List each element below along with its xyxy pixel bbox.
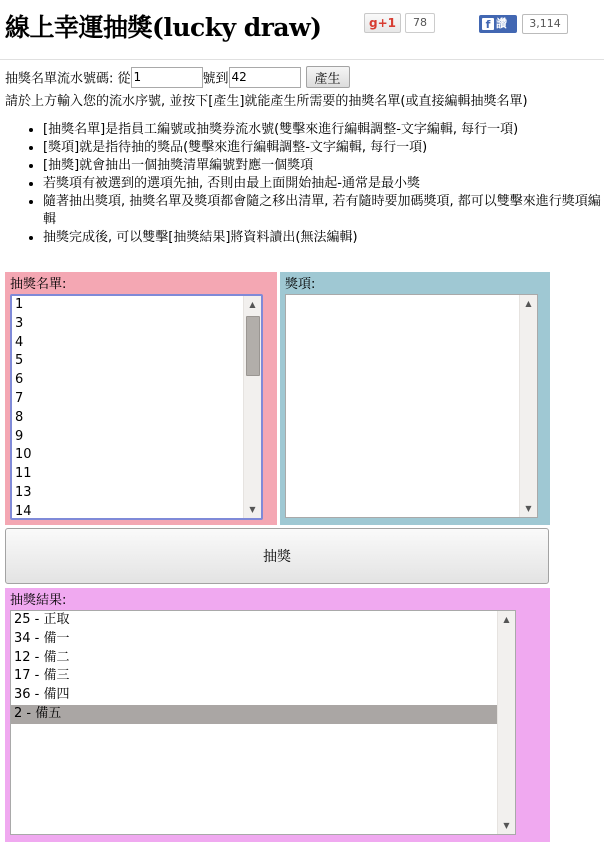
results-list-items [11, 611, 497, 724]
list-item[interactable]: 11 [15, 466, 32, 482]
names-list-items [12, 296, 243, 520]
draw-button[interactable]: 抽獎 [5, 528, 549, 584]
list-item[interactable]: 4 [15, 334, 24, 350]
prizes-panel-label: 獎項: [285, 277, 316, 292]
rule-item: • [抽獎名單]是指員工編號或抽獎券流水號(雙擊來進行編輯調整-文字編輯, 每行一項) [43, 121, 603, 139]
generate-button[interactable]: 產生 [306, 66, 350, 88]
results-scrollbar[interactable] [497, 611, 515, 834]
names-scrollbar[interactable] [243, 296, 261, 518]
list-item[interactable]: 10 [15, 447, 32, 463]
list-item[interactable]: 25 - 正取 [14, 612, 70, 627]
range-to-input[interactable] [229, 67, 301, 88]
list-item[interactable]: 14 [15, 503, 32, 519]
rule-item: • [獎項]就是指待抽的獎品(雙擊來進行編輯調整-文字編輯, 每行一項) [43, 139, 603, 157]
facebook-like-count: 3,114 [522, 14, 568, 34]
rule-item: • 若獎項有被選到的選項先抽, 否則由最上面開始抽起-通常是最小獎 [43, 175, 603, 193]
scroll-up-icon[interactable]: ▲ [525, 299, 532, 308]
prizes-scrollbar[interactable] [519, 295, 537, 517]
page-title: 線上幸運抽獎(lucky draw) [5, 13, 322, 42]
list-item[interactable]: 2 - 備五 [11, 705, 497, 724]
scroll-down-icon[interactable]: ▼ [525, 504, 532, 513]
facebook-icon: f [482, 18, 494, 30]
results-panel-label: 抽獎結果: [10, 593, 67, 608]
range-row [5, 66, 600, 88]
list-item[interactable]: 3 [15, 315, 24, 331]
names-panel-label: 抽獎名單: [10, 277, 67, 292]
range-to-label: 號到 [202, 71, 229, 87]
names-scroll-thumb[interactable] [246, 316, 260, 376]
header-divider [0, 59, 604, 60]
list-item[interactable]: 12 - 備二 [14, 649, 70, 665]
list-item[interactable]: 36 - 備四 [14, 687, 70, 703]
rule-item: • 隨著抽出獎項, 抽獎名單及獎項都會隨之移出清單, 若有隨時要加碼獎項, 都可以雙擊來進行獎項編輯 [43, 193, 603, 229]
scroll-up-icon[interactable]: ▲ [249, 300, 256, 309]
list-item[interactable]: 6 [15, 372, 24, 388]
scroll-down-icon[interactable]: ▼ [249, 505, 256, 514]
prizes-listbox[interactable] [285, 294, 538, 518]
names-panel [5, 272, 277, 525]
facebook-like-label: 讚 [496, 17, 507, 30]
rule-item: • [抽獎]就會抽出一個抽獎清單編號對應一個獎項 [43, 157, 603, 175]
list-item[interactable]: 34 - 備一 [14, 630, 70, 646]
google-plus-count: 78 [405, 13, 435, 33]
list-item[interactable]: 7 [15, 390, 24, 406]
facebook-like-button[interactable] [479, 15, 517, 33]
range-from-input[interactable] [131, 67, 203, 88]
range-from-label: 抽獎名單流水號碼: 從 [5, 71, 131, 87]
rules-list [23, 121, 603, 247]
prizes-panel [280, 272, 550, 525]
results-panel [5, 588, 550, 842]
page-header [0, 0, 604, 56]
rule-item: • 抽獎完成後, 可以雙擊[抽獎結果]將資料讀出(無法編輯) [43, 229, 603, 247]
list-item[interactable]: 5 [15, 353, 24, 369]
list-item[interactable]: 8 [15, 409, 24, 425]
list-item[interactable]: 13 [15, 484, 32, 500]
google-plus-button[interactable]: g+1 [364, 13, 401, 33]
results-listbox[interactable] [10, 610, 516, 835]
list-item[interactable]: 9 [15, 428, 24, 444]
scroll-down-icon[interactable]: ▼ [503, 821, 510, 830]
scroll-up-icon[interactable]: ▲ [503, 615, 510, 624]
names-listbox[interactable] [10, 294, 263, 520]
intro-text: 請於上方輸入您的流水序號, 並按下[產生]就能產生所需要的抽獎名單(或直接編輯抽獎名單) [5, 94, 528, 109]
list-item[interactable]: 17 - 備三 [14, 668, 70, 684]
list-item[interactable]: 1 [15, 297, 24, 312]
